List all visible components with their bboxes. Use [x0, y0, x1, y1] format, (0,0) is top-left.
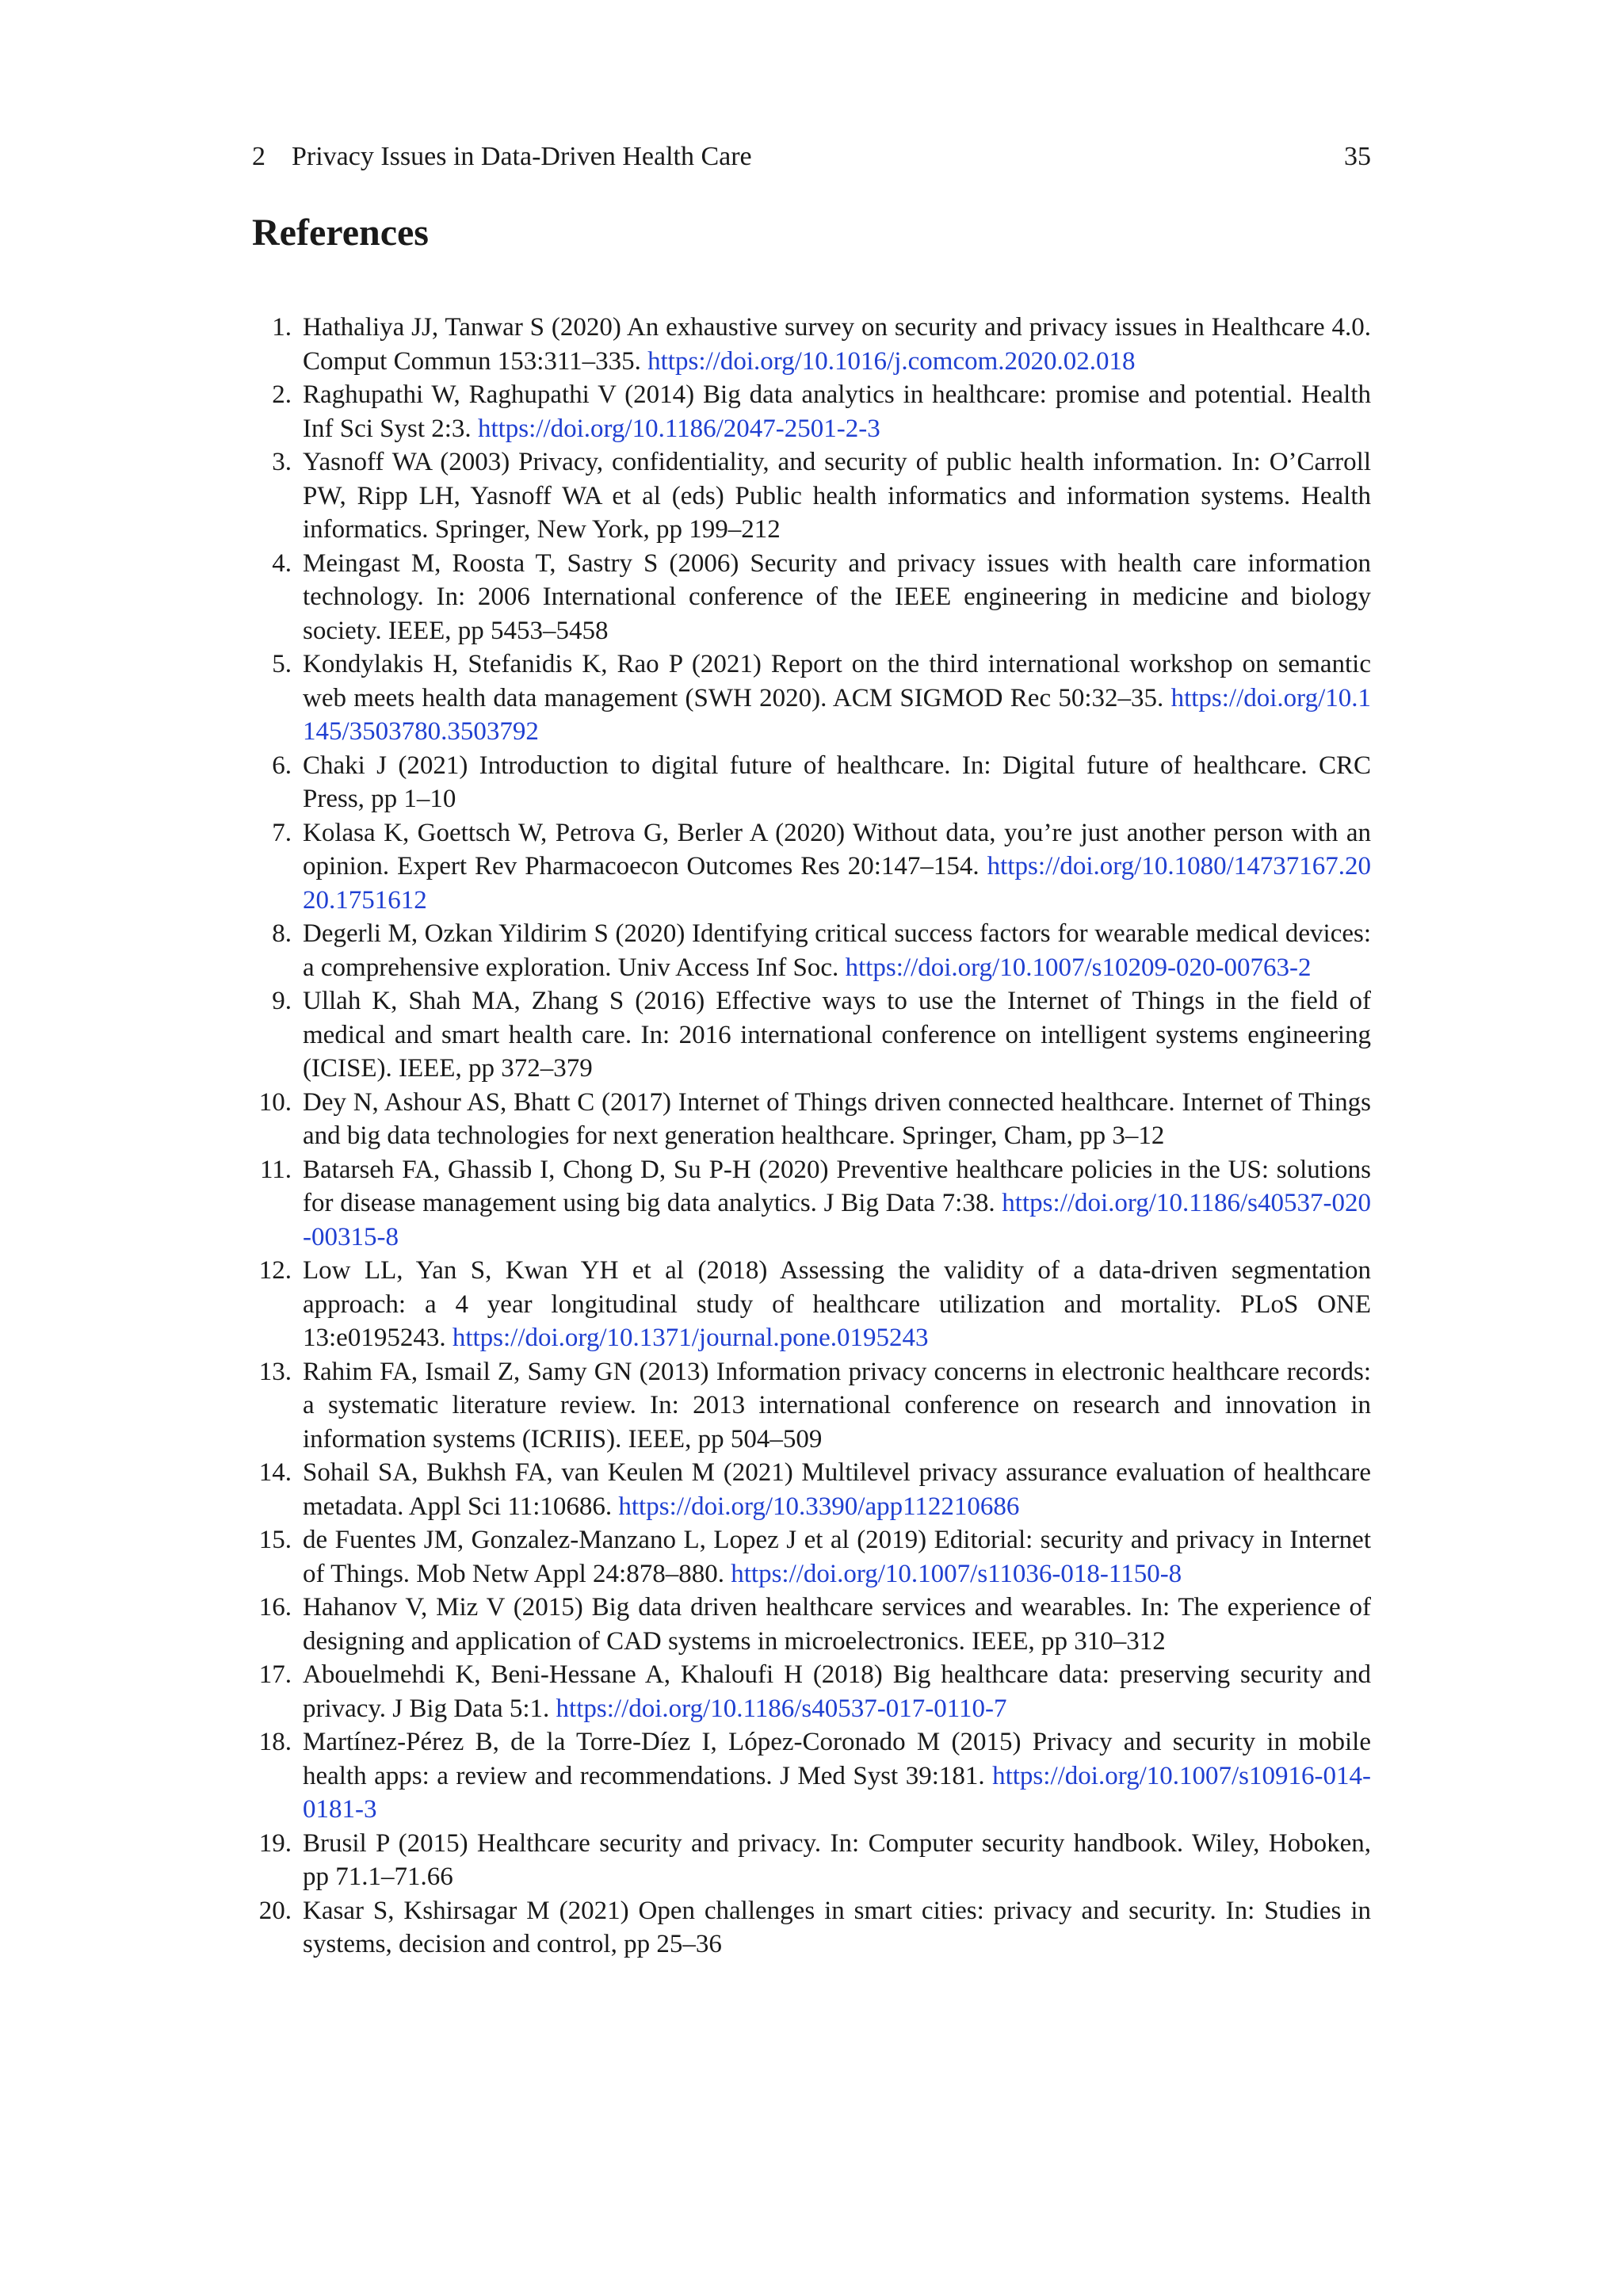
reference-item [252, 1658, 1371, 1725]
reference-number: 8. [272, 919, 292, 948]
reference-item [252, 917, 1371, 984]
reference-text: Martínez-Pérez B, de la Torre-Díez I, López-Coronado M (2015) Privacy and security in mobile health apps: a review and recommendations. J Med Syst 39:181. [303, 1728, 1371, 1790]
reference-doi-link[interactable]: https://doi.org/10.1007/s11036-018-1150-8 [731, 1559, 1182, 1588]
reference-number: 7. [272, 818, 292, 847]
reference-number: 20. [258, 1896, 292, 1925]
reference-text: Meingast M, Roosta T, Sastry S (2006) Security and privacy issues with health care information technology. In: 2006 International conference of the IEEE engineering in medicine and biology society. IEEE, pp 5453–5458 [303, 548, 1371, 645]
reference-item [252, 1591, 1371, 1658]
reference-text: Hahanov V, Miz V (2015) Big data driven healthcare services and wearables. In: The experience of designing and application of CAD systems in microelectronics. IEEE, pp 310–312 [303, 1593, 1371, 1656]
chapter-number: 2 [252, 142, 265, 171]
reference-text: Kasar S, Kshirsagar M (2021) Open challenges in smart cities: privacy and security. In: Studies in systems, decision and control, pp 25–36 [303, 1896, 1371, 1958]
reference-number: 19. [258, 1828, 292, 1858]
reference-item [252, 311, 1371, 378]
reference-item [252, 378, 1371, 445]
reference-number: 5. [272, 650, 292, 678]
reference-item [252, 1153, 1371, 1255]
reference-text: Ullah K, Shah MA, Zhang S (2016) Effective ways to use the Internet of Things in the field of medical and smart health care. In: 2016 international conference on intelligent systems engineering (ICISE). IEEE, pp 372–379 [303, 987, 1371, 1083]
reference-doi-link[interactable]: https://doi.org/10.1371/journal.pone.0195243 [452, 1324, 929, 1352]
reference-number: 17. [258, 1660, 292, 1689]
reference-list [252, 311, 1371, 1962]
reference-number: 16. [258, 1593, 292, 1622]
reference-item [252, 1456, 1371, 1523]
reference-text: Yasnoff WA (2003) Privacy, confidentiality, and security of public health information. In: O’Carroll PW, Ripp LH, Yasnoff WA et al (eds) Public health informatics and information systems. Health informatics. Springer, New York, pp 199–212 [303, 448, 1371, 544]
reference-item [252, 1355, 1371, 1457]
reference-text: Sohail SA, Bukhsh FA, van Keulen M (2021) Multilevel privacy assurance evaluation of healthcare metadata. Appl Sci 11:10686. [303, 1458, 1371, 1521]
reference-text: Low LL, Yan S, Kwan YH et al (2018) Assessing the validity of a data-driven segmentation approach: a 4 year longitudinal study of healthcare utilization and mortality. PLoS ONE 13:e0195243. [303, 1256, 1371, 1352]
reference-text: Raghupathi W, Raghupathi V (2014) Big data analytics in healthcare: promise and potential. Health Inf Sci Syst 2:3. [303, 380, 1371, 443]
reference-doi-link[interactable]: https://doi.org/10.1007/s10209-020-00763-2 [845, 953, 1312, 982]
reference-number: 1. [272, 313, 292, 342]
reference-doi-link[interactable]: https://doi.org/10.1186/s40537-020-00315-8 [303, 1189, 1371, 1251]
reference-number: 10. [258, 1087, 292, 1117]
reference-item [252, 445, 1371, 547]
reference-item [252, 1523, 1371, 1591]
reference-doi-link[interactable]: https://doi.org/10.1186/2047-2501-2-3 [477, 414, 880, 443]
reference-number: 2. [272, 380, 292, 409]
reference-number: 11. [259, 1155, 292, 1184]
reference-doi-link[interactable]: https://doi.org/10.1007/s10916-014-0181-3 [303, 1761, 1371, 1824]
reference-doi-link[interactable]: https://doi.org/10.1080/14737167.2020.1751612 [303, 852, 1371, 915]
reference-text: Batarseh FA, Ghassib I, Chong D, Su P-H (2020) Preventive healthcare policies in the US: solutions for disease management using big data analytics. J Big Data 7:38. [303, 1155, 1371, 1217]
reference-text: de Fuentes JM, Gonzalez-Manzano L, Lopez J et al (2019) Editorial: security and privacy in Internet of Things. Mob Netw Appl 24:878–880. [303, 1526, 1371, 1588]
reference-number: 6. [272, 751, 292, 780]
reference-number: 15. [258, 1526, 292, 1554]
reference-number: 12. [258, 1256, 292, 1285]
reference-item [252, 1086, 1371, 1153]
reference-doi-link[interactable]: https://doi.org/10.1186/s40537-017-0110-7 [556, 1694, 1007, 1723]
reference-number: 14. [258, 1458, 292, 1487]
reference-text: Hathaliya JJ, Tanwar S (2020) An exhaustive survey on security and privacy issues in Healthcare 4.0. Comput Commun 153:311–335. [303, 313, 1371, 376]
reference-number: 13. [258, 1357, 292, 1386]
page-number: 35 [1344, 142, 1371, 171]
reference-doi-link[interactable]: https://doi.org/10.3390/app112210686 [618, 1492, 1020, 1521]
reference-item [252, 648, 1371, 749]
reference-number: 4. [272, 548, 292, 578]
reference-doi-link[interactable]: https://doi.org/10.1145/3503780.3503792 [303, 683, 1371, 746]
reference-text: Kondylakis H, Stefanidis K, Rao P (2021) Report on the third international workshop on semantic web meets health data management (SWH 2020). ACM SIGMOD Rec 50:32–35. [303, 650, 1371, 712]
reference-text: Chaki J (2021) Introduction to digital future of healthcare. In: Digital future of healthcare. CRC Press, pp 1–10 [303, 751, 1371, 813]
reference-number: 9. [272, 987, 292, 1015]
reference-item [252, 1827, 1371, 1894]
reference-text: Abouelmehdi K, Beni-Hessane A, Khaloufi H (2018) Big healthcare data: preserving security and privacy. J Big Data 5:1. [303, 1660, 1371, 1723]
reference-text: Kolasa K, Goettsch W, Petrova G, Berler A (2020) Without data, you’re just another person with an opinion. Expert Rev Pharmacoecon Outcomes Res 20:147–154. [303, 818, 1371, 881]
reference-doi-link[interactable]: https://doi.org/10.1016/j.comcom.2020.02.018 [647, 346, 1136, 376]
reference-text: Rahim FA, Ismail Z, Samy GN (2013) Information privacy concerns in electronic healthcare records: a systematic literature review. In: 2013 international conference on research and innovation in information systems (ICRIIS). IEEE, pp 504–509 [303, 1357, 1371, 1454]
reference-item [252, 749, 1371, 816]
reference-item [252, 1894, 1371, 1962]
reference-item [252, 547, 1371, 648]
reference-number: 3. [272, 448, 292, 476]
reference-item [252, 1254, 1371, 1355]
section-heading: References [252, 212, 429, 254]
running-head [252, 139, 1371, 174]
reference-text: Degerli M, Ozkan Yildirim S (2020) Identifying critical success factors for wearable medical devices: a comprehensive exploration. Univ Access Inf Soc. [303, 919, 1371, 982]
reference-item [252, 816, 1371, 918]
reference-number: 18. [258, 1728, 292, 1756]
reference-text: Dey N, Ashour AS, Bhatt C (2017) Internet of Things driven connected healthcare. Internet of Things and big data technologies for next generation healthcare. Springer, Cham, pp 3–12 [303, 1087, 1371, 1150]
reference-text: Brusil P (2015) Healthcare security and privacy. In: Computer security handbook. Wiley, Hoboken, pp 71.1–71.66 [303, 1828, 1371, 1891]
reference-item [252, 1725, 1371, 1827]
chapter-title: Privacy Issues in Data-Driven Health Care [292, 142, 752, 171]
reference-item [252, 984, 1371, 1086]
